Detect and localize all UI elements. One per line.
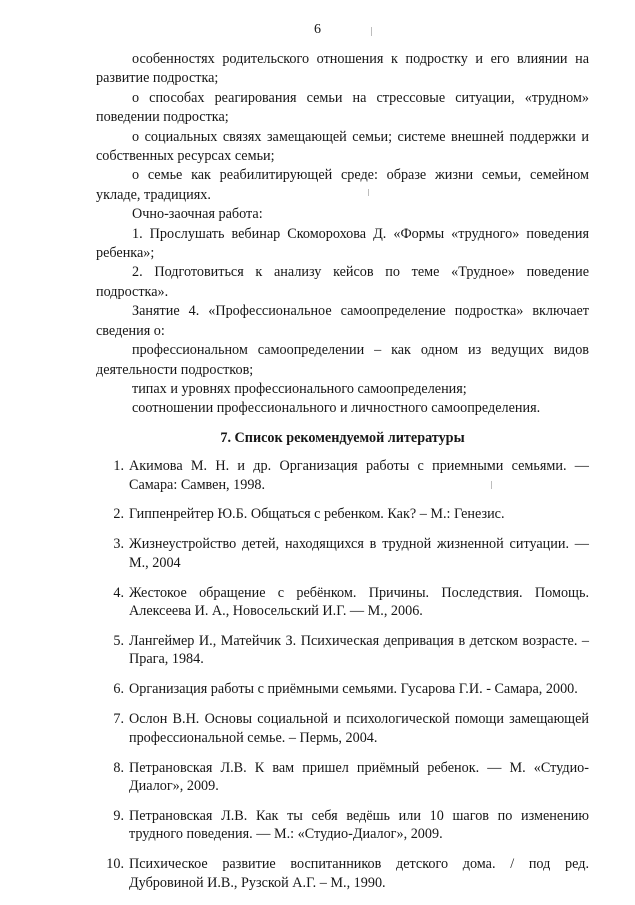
reference-number: 3. <box>113 536 124 553</box>
reference-number: 7. <box>113 711 124 728</box>
paragraph: Очно-заочная работа: <box>132 206 263 223</box>
reference-text: Ослон В.Н. Основы социальной и психологической помощи замещающей профессиональной семье. – Пермь, 2004. <box>129 711 589 746</box>
reference-text: Петрановская Л.В. Как ты себя ведёшь или 10 шагов по изменению трудного поведения. — М.: «Студио-Диалог», 2009. <box>129 807 589 843</box>
reference-text: Организация работы с приёмными семьями. Гусарова Г.И. - Самара, 2000. <box>129 681 578 698</box>
paragraph: профессиональном самоопределении – как одном из ведущих видов деятельности подростков; <box>96 342 589 378</box>
paragraph: Занятие 4. «Профессиональное самоопределение подростка» включает сведения о: <box>96 303 589 339</box>
reference-item <box>96 584 589 621</box>
scan-mark <box>371 27 372 36</box>
paragraph: о семье как реабилитирующей среде: образе жизни семьи, семейном укладе, традициях. <box>96 167 589 203</box>
paragraph: 1. Прослушать вебинар Скоморохова Д. «Формы «трудного» поведения ребенка»; <box>96 225 589 262</box>
reference-text: Акимова М. Н. и др. Организация работы с приемными семьями. — Самара: Самвен, 1998. <box>129 458 589 493</box>
reference-number: 1. <box>113 458 124 475</box>
reference-text: Лангеймер И., Матейчик З. Психическая депривация в детском возрасте. – Прага, 1984. <box>129 632 589 668</box>
reference-list <box>96 457 589 892</box>
reference-number: 8. <box>113 759 124 776</box>
reference-text: Петрановская Л.В. К вам пришел приёмный ребенок. — М. «Студио-Диалог», 2009. <box>129 759 589 794</box>
paragraph: о социальных связях замещающей семьи; системе внешней поддержки и собственных ресурсах семьи; <box>96 128 589 165</box>
section-heading: 7. Список рекомендуемой литературы <box>220 429 465 446</box>
reference-item <box>96 680 589 698</box>
reference-number: 2. <box>113 506 124 523</box>
paragraph: соотношении профессионального и личностного самоопределения. <box>132 400 541 417</box>
reference-item <box>96 535 589 572</box>
paragraph: 2. Подготовиться к анализу кейсов по теме «Трудное» поведение подростка». <box>96 264 589 300</box>
reference-item <box>96 632 589 669</box>
reference-item <box>96 807 589 844</box>
reference-text: Жестокое обращение с ребёнком. Причины. Последствия. Помощь. Алексеева И. А., Новосельский И.Г. — М., 2006. <box>129 584 589 620</box>
reference-text: Жизнеустройство детей, находящихся в трудной жизненной ситуации. — М., 2004 <box>129 536 589 571</box>
page-number: 6 <box>314 22 321 37</box>
paragraph: о способах реагирования семьи на стрессовые ситуации, «трудном» поведении подростка; <box>96 89 589 126</box>
document-body <box>96 50 589 903</box>
reference-number: 6. <box>113 681 124 698</box>
body-text <box>96 50 589 419</box>
reference-text: Психическое развитие воспитанников детского дома. / под ред. Дубровиной И.В., Рузской А.Г. – М., 1990. <box>129 856 589 891</box>
reference-item <box>96 855 589 892</box>
paragraph: типах и уровнях профессионального самоопределения; <box>132 380 467 397</box>
paragraph: особенностях родительского отношения к подростку и его влиянии на развитие подростка; <box>96 51 589 87</box>
reference-number: 10. <box>106 856 124 873</box>
reference-item <box>96 457 589 494</box>
reference-number: 9. <box>113 807 124 824</box>
reference-item <box>96 759 589 796</box>
reference-item <box>96 710 589 747</box>
reference-text: Гиппенрейтер Ю.Б. Общаться с ребенком. Как? – М.: Генезис. <box>129 506 505 523</box>
reference-number: 4. <box>113 584 124 601</box>
reference-number: 5. <box>113 632 124 649</box>
reference-item <box>96 505 589 523</box>
